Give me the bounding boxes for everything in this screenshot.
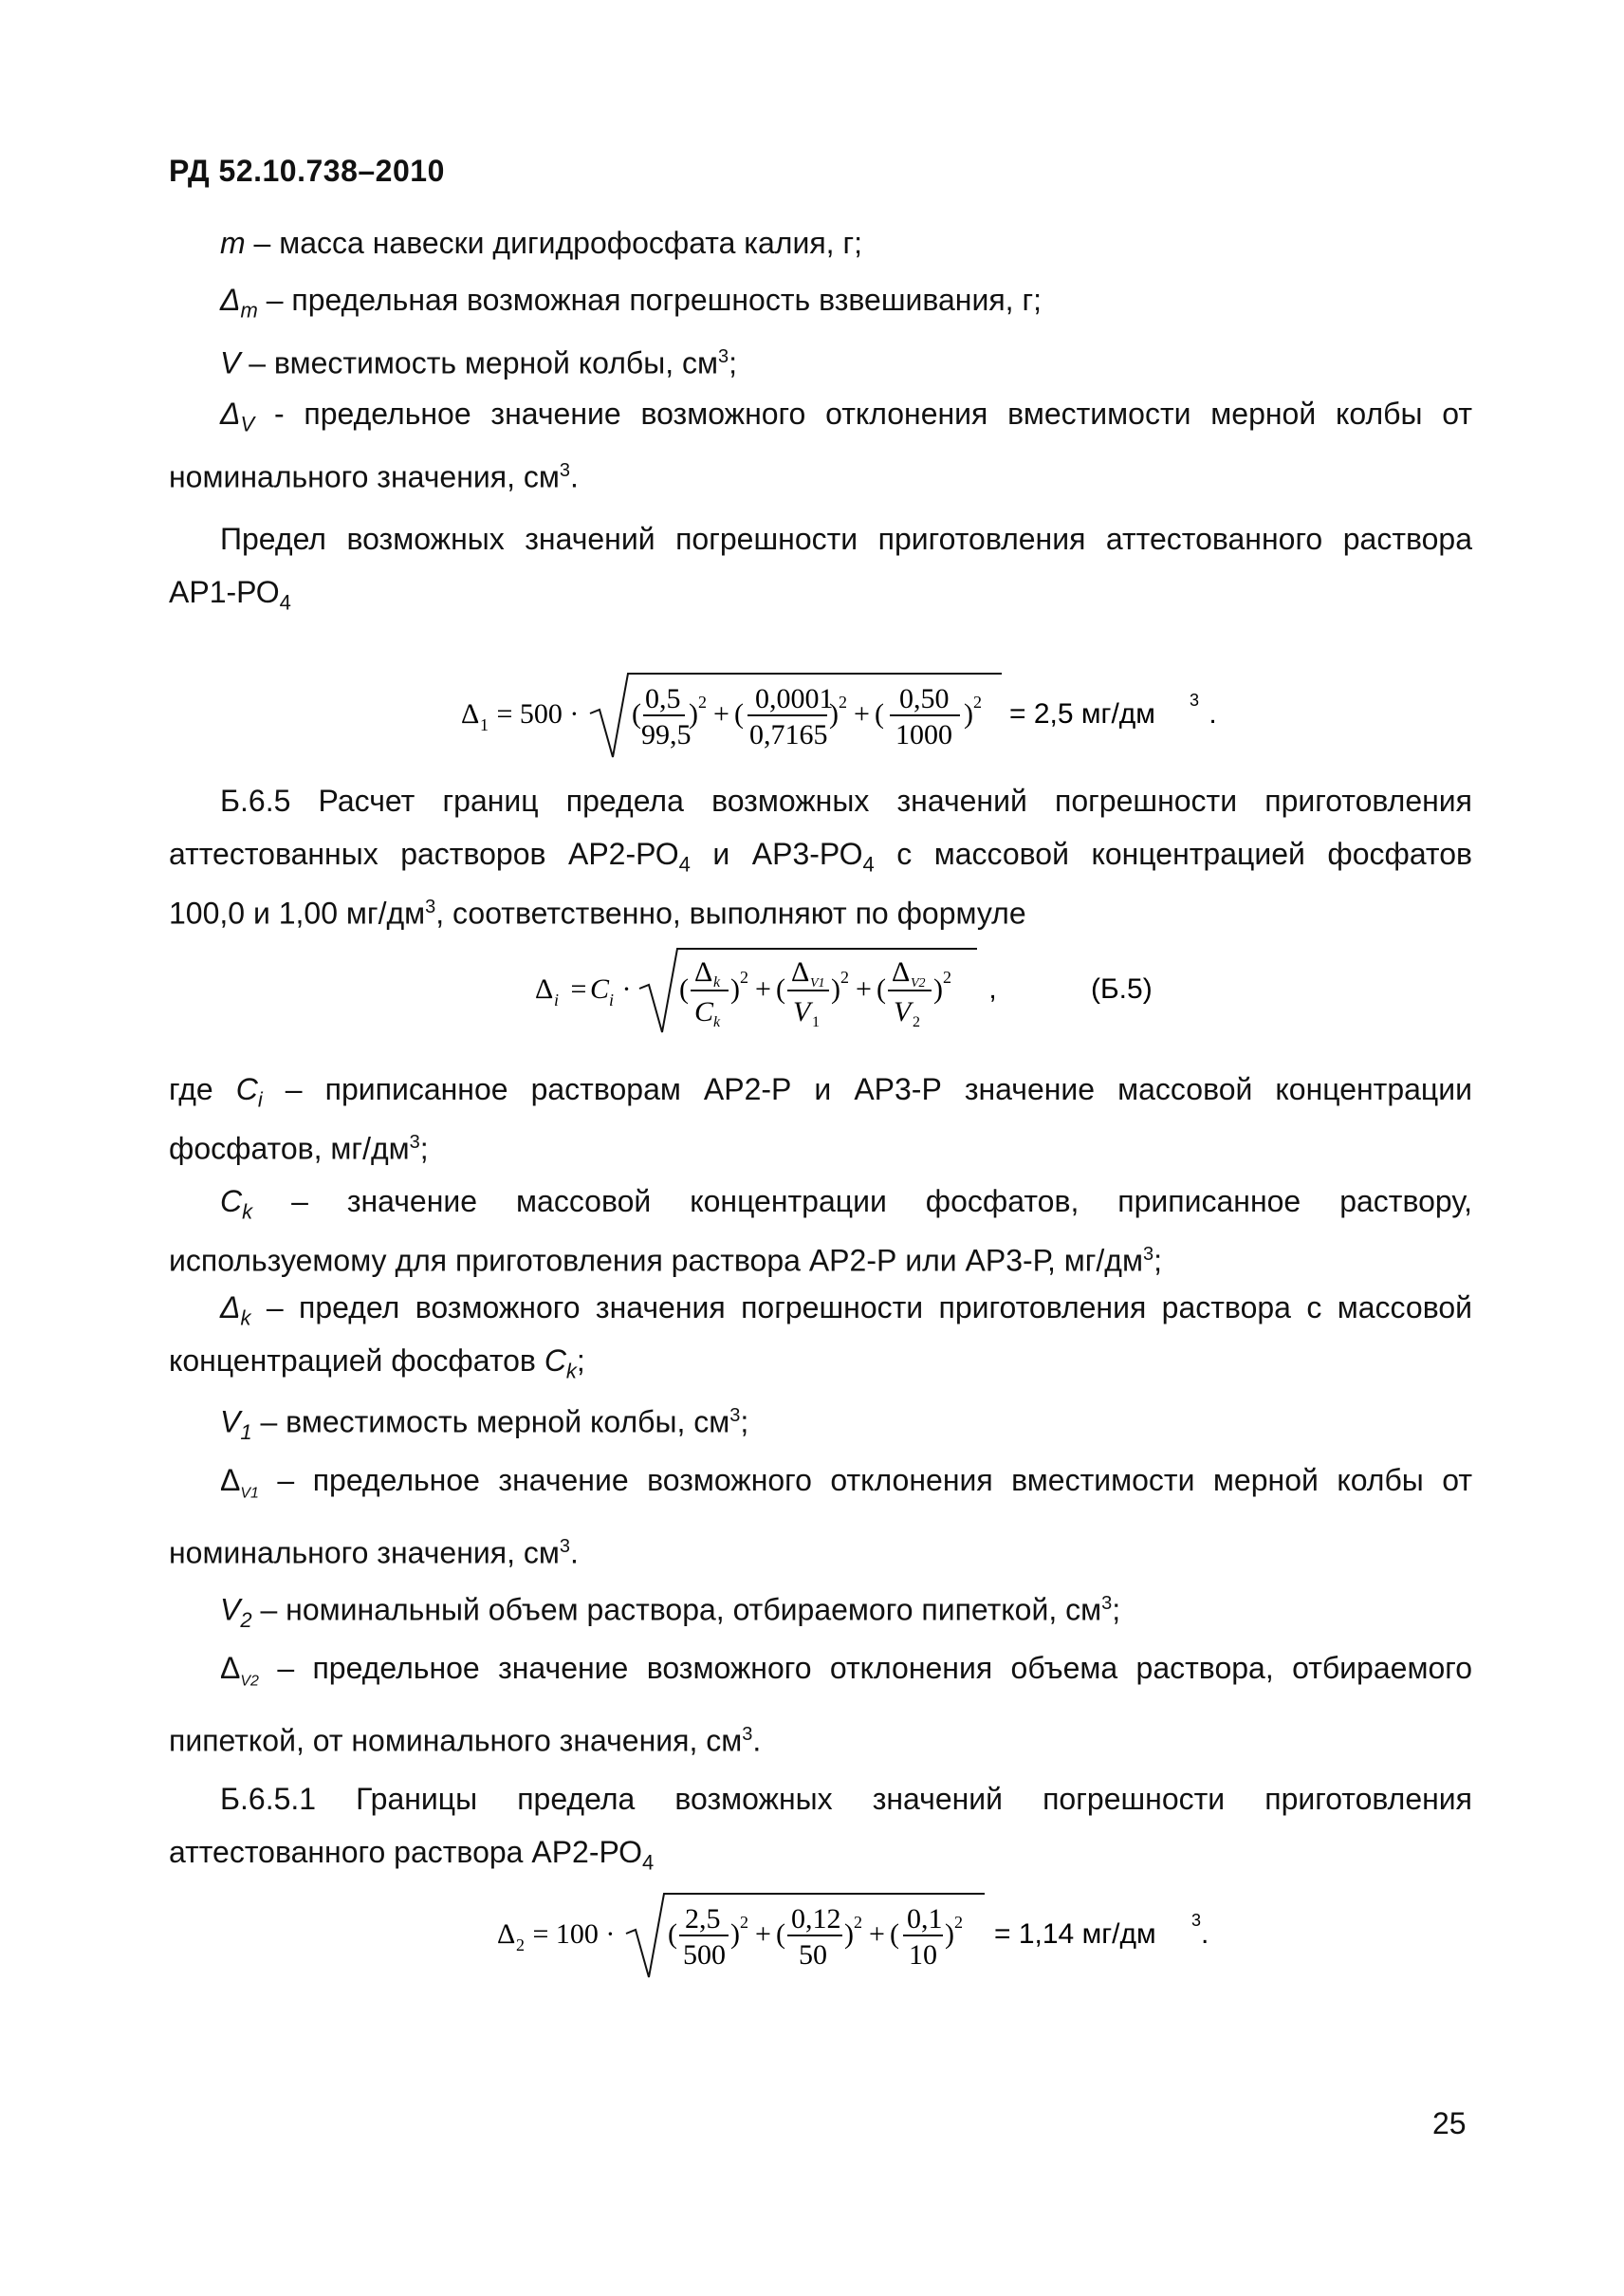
concentration-symbol: C — [590, 973, 610, 1005]
superscript: 3 — [1101, 1593, 1113, 1614]
denominator-1: 500 — [683, 1939, 726, 1971]
paren-close: ) — [831, 973, 840, 1005]
numerator-1: 0,5 — [645, 683, 681, 714]
punctuation: ; — [419, 1131, 429, 1166]
paren-open: ( — [668, 1918, 677, 1950]
numerator-1: 2,5 — [685, 1903, 721, 1935]
page-number: 25 — [1432, 2106, 1467, 2140]
formula-coefficient: = 500 · — [489, 698, 586, 730]
multiply-dot: · — [615, 973, 638, 1005]
punctuation: . — [569, 1535, 579, 1570]
definition-dv2-line1 — [220, 1649, 1472, 1700]
definition-dv2-line2 — [169, 1715, 761, 1760]
superscript: 3 — [559, 1536, 570, 1557]
symbol-delta: Δ — [220, 283, 241, 317]
definition-text: где — [169, 1072, 236, 1106]
symbol-delta: Δ — [220, 1463, 241, 1497]
paren-open: ( — [776, 973, 785, 1005]
symbol-delta: Δ — [220, 1290, 241, 1324]
power: 2 — [854, 1913, 862, 1932]
symbol-v: V — [220, 1592, 241, 1627]
paren-open: ( — [734, 698, 744, 730]
definition-ci-line2 — [169, 1123, 429, 1168]
definition-dv1-line1 — [220, 1461, 1472, 1512]
definition-text: пипеткой, от номинального значения, см — [169, 1723, 743, 1758]
subscript: k — [565, 1359, 577, 1383]
numerator-2: 0,12 — [791, 1903, 841, 1935]
formula-lhs-sub: 2 — [516, 1935, 525, 1954]
paragraph-b65-text: , соответственно, выполняют по формуле — [435, 896, 1026, 931]
definition-m — [220, 224, 862, 262]
definition-text: – значение массовой концентрации фосфатов, приписанное раствору, — [252, 1184, 1472, 1218]
subscript: 2 — [240, 1608, 252, 1633]
formula-b5 — [535, 939, 1199, 1063]
superscript: 3 — [425, 897, 436, 917]
plus-sign: + — [755, 1918, 771, 1950]
punctuation: . — [1201, 1918, 1209, 1950]
subscript: 4 — [862, 852, 875, 877]
power: 2 — [740, 968, 748, 987]
plus-sign: + — [856, 973, 872, 1005]
paren-open: ( — [875, 698, 884, 730]
paren-open: ( — [877, 973, 886, 1005]
denominator-3: 10 — [909, 1939, 937, 1971]
denominator-2: 0,7165 — [749, 719, 828, 750]
paren-open: ( — [776, 1918, 785, 1950]
power: 2 — [943, 968, 951, 987]
paragraph-b651-line1: Б.6.5.1 Границы предела возможных значений погрешности приготовления — [220, 1782, 1472, 1816]
punctuation: . — [1201, 698, 1217, 730]
power: 2 — [698, 693, 707, 712]
solution-name: АР1-РО — [169, 575, 280, 609]
formula-result: = 2,5 мг/дм — [1009, 698, 1155, 730]
numerator-3: 0,50 — [899, 683, 950, 714]
symbol-c: C — [220, 1184, 243, 1218]
punctuation: ; — [1153, 1243, 1162, 1278]
paren-open: ( — [632, 698, 641, 730]
punctuation: . — [569, 459, 579, 494]
definition-dk-line1 — [220, 1288, 1472, 1337]
power: 2 — [954, 1913, 963, 1932]
plus-sign: + — [869, 1918, 885, 1950]
paragraph-b651-text: аттестованного раствора АР2-РО — [169, 1835, 643, 1869]
definition-delta-v-cont-text: номинального значения, см — [169, 459, 560, 494]
definition-dv1-line2 — [169, 1528, 579, 1572]
superscript: 3 — [717, 346, 729, 367]
superscript: 3 — [1190, 691, 1200, 710]
numerator-2-sub: V1 — [810, 976, 825, 991]
punctuation: ; — [1112, 1592, 1121, 1627]
denominator-3-sub: 2 — [913, 1014, 920, 1030]
numerator-1-sub: k — [713, 974, 721, 991]
symbol-delta: Δ — [220, 397, 241, 431]
definition-text: фосфатов, мг/дм — [169, 1131, 410, 1166]
paragraph-b65-line2 — [169, 835, 1472, 883]
formula-lhs: Δ — [497, 1918, 516, 1950]
formula-lhs: Δ — [461, 698, 480, 730]
definition-delta-v-text: - предельное значение возможного отклонения вместимости мерной колбы от — [254, 397, 1472, 431]
formula-coefficient: = 100 · — [526, 1918, 622, 1950]
numerator-2: Δ — [791, 956, 810, 988]
paren-close: ) — [964, 698, 973, 730]
formula-ap1-svg — [461, 664, 1239, 768]
paragraph-b65-text: аттестованных растворов АР2-РО — [169, 837, 679, 871]
document-code: РД 52.10.738–2010 — [169, 154, 445, 188]
paragraph-ap1-line1: Предел возможных значений погрешности приготовления аттестованного раствора — [220, 522, 1472, 556]
paragraph-b651-line2 — [169, 1833, 654, 1881]
paren-close: ) — [730, 973, 740, 1005]
formula-lhs-sub: i — [554, 991, 560, 1009]
formula-ap2-svg — [497, 1884, 1218, 1989]
definition-text: – приписанное растворам АР2-Р и АР3-Р значение массовой концентрации — [262, 1072, 1473, 1106]
paren-open: ( — [679, 973, 689, 1005]
symbol-delta: Δ — [220, 1651, 241, 1685]
definition-ci-line1 — [169, 1070, 1472, 1119]
paren-close: ) — [829, 698, 839, 730]
definition-text: – предельное значение возможного отклонения вместимости мерной колбы от — [258, 1463, 1472, 1497]
subscript: k — [242, 1199, 253, 1224]
power: 2 — [973, 693, 982, 712]
subscript: i — [257, 1087, 263, 1112]
paragraph-ap1-line2 — [169, 573, 291, 621]
power: 2 — [740, 1913, 748, 1932]
subscript: V1 — [240, 1485, 259, 1502]
definition-v-text: – вместимость мерной колбы, см — [240, 345, 718, 380]
equals-sign: = — [563, 973, 594, 1005]
formula-ap1 — [461, 664, 1239, 787]
punctuation: ; — [740, 1404, 749, 1439]
paren-close: ) — [730, 1918, 740, 1950]
paragraph-b65-text: и АР3-РО — [690, 837, 863, 871]
subscript: V2 — [240, 1673, 259, 1690]
punctuation: ; — [576, 1343, 585, 1378]
paragraph-b65-text: с массовой концентрацией фосфатов — [874, 837, 1473, 871]
definition-v1 — [220, 1397, 748, 1452]
definition-text: – вместимость мерной колбы, см — [251, 1404, 730, 1439]
symbol-c: C — [235, 1072, 258, 1106]
denominator-1: C — [694, 996, 714, 1028]
definition-text: номинального значения, см — [169, 1535, 560, 1570]
paragraph-b65-line3 — [169, 888, 1026, 933]
definition-v2 — [220, 1584, 1120, 1639]
paren-open: ( — [890, 1918, 899, 1950]
symbol-v: V — [220, 1404, 241, 1439]
punctuation: , — [981, 973, 997, 1005]
superscript: 3 — [559, 460, 570, 481]
plus-sign: + — [713, 698, 729, 730]
paragraph-b65-line1: Б.6.5 Расчет границ предела возможных значений погрешности приготовления — [220, 784, 1472, 818]
paren-close: ) — [945, 1918, 954, 1950]
numerator-1: Δ — [694, 956, 713, 988]
subscript: 4 — [642, 1850, 655, 1875]
definition-delta-m — [220, 281, 1042, 329]
plus-sign: + — [854, 698, 870, 730]
power: 2 — [840, 968, 849, 987]
subscript: m — [240, 298, 258, 323]
denominator-2-sub: 1 — [812, 1014, 820, 1030]
definition-m-text: – масса навески дигидрофосфата калия, г; — [245, 226, 862, 260]
denominator-3: V — [894, 996, 912, 1028]
definition-text: – номинальный объем раствора, отбираемого пипеткой, см — [251, 1592, 1102, 1627]
concentration-sub: i — [609, 991, 615, 1009]
denominator-2: V — [793, 996, 811, 1028]
denominator-3: 1000 — [895, 719, 952, 750]
definition-ck-line2 — [169, 1235, 1162, 1280]
superscript: 3 — [729, 1405, 741, 1426]
symbol-c: C — [544, 1343, 566, 1378]
symbol-m: m — [220, 226, 246, 260]
superscript: 3 — [409, 1132, 420, 1153]
paren-close: ) — [689, 698, 698, 730]
subscript: 4 — [279, 590, 291, 615]
numerator-3-sub: V2 — [911, 976, 926, 991]
subscript: 4 — [678, 852, 691, 877]
denominator-2: 50 — [799, 1939, 827, 1971]
superscript: 3 — [1142, 1244, 1154, 1265]
symbol-v: V — [220, 345, 241, 380]
definition-text: концентрацией фосфатов — [169, 1343, 544, 1378]
formula-b5-svg — [535, 939, 1199, 1044]
definition-dk-line2 — [169, 1342, 585, 1390]
formula-lhs: Δ — [535, 973, 554, 1005]
denominator-1-sub: k — [713, 1014, 721, 1030]
paren-close: ) — [844, 1918, 854, 1950]
subscript: 1 — [240, 1420, 252, 1445]
superscript: 3 — [742, 1724, 753, 1745]
numerator-3: Δ — [892, 956, 911, 988]
definition-delta-m-text: – предельная возможная погрешность взвешивания, г; — [257, 283, 1043, 317]
numerator-2: 0,0001 — [755, 683, 834, 714]
formula-label: (Б.5) — [1091, 973, 1153, 1005]
definition-text: – предельное значение возможного отклонения объема раствора, отбираемого — [258, 1651, 1472, 1685]
formula-ap2 — [497, 1884, 1218, 2008]
definition-ck-line1 — [220, 1182, 1472, 1231]
definition-delta-v — [220, 395, 1472, 443]
plus-sign: + — [755, 973, 771, 1005]
formula-lhs-sub: 1 — [480, 715, 489, 734]
definition-text: используемому для приготовления раствора АР2-Р или АР3-Р, мг/дм — [169, 1243, 1143, 1278]
definition-v — [220, 338, 737, 382]
formula-result: = 1,14 мг/дм — [994, 1918, 1156, 1950]
definition-delta-v-cont — [169, 452, 579, 496]
subscript: k — [240, 1305, 251, 1330]
subscript: V — [240, 412, 255, 436]
superscript: 3 — [1191, 1911, 1202, 1930]
paren-close: ) — [933, 973, 943, 1005]
denominator-1: 99,5 — [641, 719, 692, 750]
definition-text: – предел возможного значения погрешности приготовления раствора с массовой — [250, 1290, 1472, 1324]
paragraph-b65-text: 100,0 и 1,00 мг/дм — [169, 896, 426, 931]
punctuation: . — [752, 1723, 762, 1758]
punctuation: ; — [729, 345, 737, 380]
power: 2 — [839, 693, 847, 712]
numerator-3: 0,1 — [907, 1903, 943, 1935]
